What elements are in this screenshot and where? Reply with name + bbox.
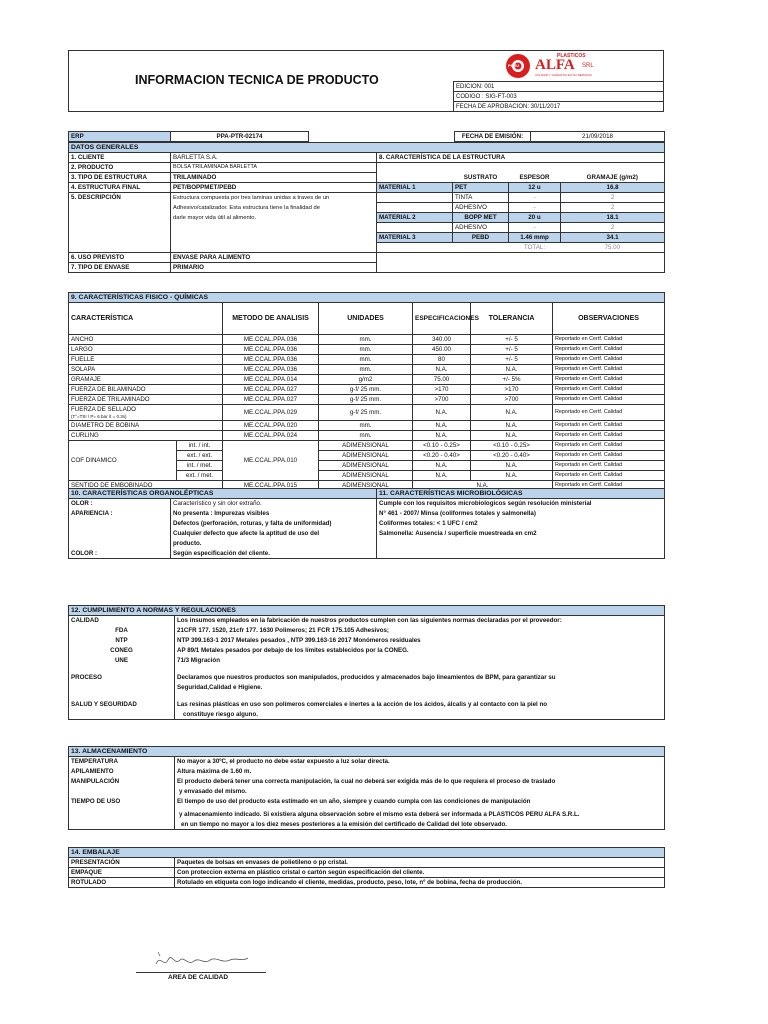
cliente-label: 1. CLIENTE xyxy=(69,153,171,163)
une-label: UNE xyxy=(69,656,175,666)
pres-label: PRESENTACIÓN xyxy=(69,858,175,868)
cof-sub: ext. / ext. xyxy=(177,451,223,461)
mat-row-0-gra: 16.8 xyxy=(561,183,665,193)
h-gramaje: GRAMAJE (g/m2) xyxy=(561,173,665,183)
producto-label: 2. PRODUCTO xyxy=(69,163,171,173)
tipo-label: 3. TIPO DE ESTRUCTURA xyxy=(69,173,171,183)
cell-tol: +/- 5 xyxy=(471,355,553,365)
total-label: TOTAL: xyxy=(523,244,546,251)
h-unidades: UNIDADES xyxy=(319,303,413,335)
descripcion-value xyxy=(171,193,377,253)
mat-row-2-gra: 2 xyxy=(561,203,665,213)
rot-label: ROTULADO xyxy=(69,878,175,888)
logo-top: PLASTICOS xyxy=(557,53,586,59)
mat-row-3-gra: 18.1 xyxy=(561,213,665,223)
embalaje-title: 14. EMBALAJE xyxy=(69,848,665,858)
page-title: INFORMACION TECNICA DE PRODUCTO xyxy=(135,73,379,87)
cell-obs: Reportado en Certf. Calidad xyxy=(553,481,665,491)
h-sustrato: SUSTRATO xyxy=(463,173,498,181)
cell-esp: N.A. xyxy=(413,471,471,481)
cof-label: COF DINAMICO xyxy=(69,441,177,481)
salud-2: constituye riesgo alguno. xyxy=(175,710,665,720)
cell-met: ME.CCAL.PPA.014 xyxy=(223,375,319,385)
cell-esp: <0.10 - 0.25> xyxy=(413,441,471,451)
fisico-title: 9. CARACTERÍSTICAS FISICO - QUÍMICAS xyxy=(69,293,665,303)
cell-tol: N.A. xyxy=(471,405,553,421)
cell-met: ME.CCAL.PPA.036 xyxy=(223,335,319,345)
cell-met: ME.CCAL.PPA.036 xyxy=(223,365,319,375)
cell-car: ANCHO xyxy=(69,335,223,345)
coneg-value: AP 89/1 Metales pesados por debajo de los límites establecidos por la CONEG. xyxy=(175,646,665,656)
mat-row-2-sus: ADHESIVO xyxy=(453,203,509,213)
micro-title: 11. CARACTERÍSTICAS MICROBIOLÓGICAS xyxy=(377,489,665,499)
codigo: CODIGO : SIG-FT-003 xyxy=(454,92,664,102)
calidad-label: CALIDAD xyxy=(69,616,175,626)
cell-esp: >170 xyxy=(413,385,471,395)
sellado-sub: (T°=TS! / P= 6 bar /t = 0.3s) xyxy=(71,413,127,419)
cell-obs: Reportado en Certf. Calidad xyxy=(553,405,665,421)
cell-esp: 450.00 xyxy=(413,345,471,355)
tiempo-label: TIEMPO DE USO xyxy=(69,797,175,807)
mat-row-3-mat: MATERIAL 2 xyxy=(377,213,453,223)
cell-uni: mm. xyxy=(319,355,413,365)
mat-row-2-mat xyxy=(377,203,453,213)
datos-generales-table xyxy=(68,142,665,273)
table-row xyxy=(69,365,665,375)
mani-2: y envasado del mismo. xyxy=(175,787,665,797)
apariencia-label: APARIENCIA : xyxy=(69,509,171,519)
cell-uni: ADIMENSIONAL xyxy=(319,441,413,451)
ntp-label: NTP xyxy=(69,636,175,646)
signature-line xyxy=(136,972,266,973)
cell-tol: >700 xyxy=(471,395,553,405)
erp-spacer xyxy=(309,132,455,142)
uso-label: 6. USO PREVISTO xyxy=(69,253,171,263)
producto-value: BOLSA TRILAMINADA BARLETTA xyxy=(171,163,377,173)
cell-uni: g-f/ 25 mm. xyxy=(319,395,413,405)
cell-uni: g-f/ 25 mm. xyxy=(319,405,413,421)
cell-obs: Reportado en Certf. Calidad xyxy=(553,451,665,461)
cell-car: FUELLE xyxy=(69,355,223,365)
cliente-value: BARLETTA S.A. xyxy=(171,153,377,163)
datos-generales-title: DATOS GENERALES xyxy=(69,143,665,153)
cell-met: ME.CCAL.PPA.036 xyxy=(223,355,319,365)
cell-uni: g/m2 xyxy=(319,375,413,385)
cell-obs: Reportado en Certf. Calidad xyxy=(553,461,665,471)
mat-row-0-sus: PET xyxy=(453,183,509,193)
cof-sub: int. / met. xyxy=(177,461,223,471)
cell-met: ME.CCAL.PPA.027 xyxy=(223,395,319,405)
salud-1: Las resinas plásticas en uso son polímeros comerciales e inertes a la acción de los ácidos, álcalis y al contacto con la piel no xyxy=(175,700,665,710)
cell-obs: Reportado en Certf. Calidad xyxy=(553,441,665,451)
h-metodo: METODO DE ANALISIS xyxy=(223,303,319,335)
tiempo-3: en un tiempo no mayor a los diez meses posteriores a la emisión del certificado de Calidad del lote observado. xyxy=(175,820,665,830)
header-box xyxy=(68,50,664,112)
descripcion-label: 5. DESCRIPCIÓN xyxy=(69,193,171,253)
total-value: 75.00 xyxy=(561,243,665,253)
cell-tol: +/- 5 xyxy=(471,335,553,345)
apil-label: APILAMIENTO xyxy=(69,767,175,777)
fecha-emision-label: FECHA DE EMISIÓN: xyxy=(455,132,531,142)
emp-value: Con proteccion externa en plástico cristal o cartón según especificación del cliente. xyxy=(175,868,665,878)
ntp-value: NTP 399.163-1 2017 Metales pesados , NTP 399.163-16 2017 Monómeros residuales xyxy=(175,636,665,646)
mat-row-5-sus: PEBD xyxy=(453,233,509,243)
cell-met: ME.CCAL.PPA.020 xyxy=(223,421,319,431)
organo-micro-table xyxy=(68,488,665,559)
cell-car: FUERZA DE TRILAMINADO xyxy=(69,395,223,405)
apariencia-4: producto. xyxy=(171,539,377,549)
almacen-table xyxy=(68,746,665,830)
table-row xyxy=(69,385,665,395)
fecha-emision-value: 21/09/2018 xyxy=(531,132,665,142)
mat-row-5-gra: 34.1 xyxy=(561,233,665,243)
cell-esp: 75.00 xyxy=(413,375,471,385)
temp-label: TEMPERATURA xyxy=(69,757,175,767)
cell-tol: <0.20 - 0.40> xyxy=(471,451,553,461)
tipo-value: TRILAMINADO xyxy=(171,173,377,183)
company-logo xyxy=(505,53,625,79)
organo-title: 10. CARACTERÍSTICAS ORGANOLÉPTICAS xyxy=(69,489,377,499)
cell-obs: Reportado en Certf. Calidad xyxy=(553,431,665,441)
cell-uni: mm. xyxy=(319,345,413,355)
edicion: EDICION: 001 xyxy=(454,82,664,92)
cell-tol: N.A. xyxy=(471,471,553,481)
cell-uni: ADIMENSIONAL xyxy=(319,481,413,491)
desc-line-1: Estructura compuesta por tres laminas unidas a traves de un xyxy=(173,195,330,201)
temp-value: No mayor a 30ºC, el producto no debe estar expuesto a luz solar directa. xyxy=(175,757,665,767)
micro-line-2: N° 461 - 2007/ Minsa (coliformes totales y salmonella) xyxy=(377,509,665,519)
table-row xyxy=(69,375,665,385)
fda-label: FDA xyxy=(69,626,175,636)
cell-obs: Reportado en Certf. Calidad xyxy=(553,421,665,431)
normas-table xyxy=(68,605,665,720)
pres-value: Paquetes de bolsas en envases de polietileno o pp cristal. xyxy=(175,858,665,868)
h-especificaciones: ESPECIFICACIONES xyxy=(413,303,471,335)
cof-met: ME.CCAL.PPA.010 xyxy=(223,441,319,481)
calidad-value: Los insumos empleados en la fabricación de nuestros productos cumplen con las siguientes normas declaradas por el proveedor: xyxy=(175,616,665,626)
cell-tol: >170 xyxy=(471,385,553,395)
cell-met: ME.CCAL.PPA.036 xyxy=(223,345,319,355)
cell-uni: ADIMENSIONAL xyxy=(319,451,413,461)
micro-line-3: Coliformes totales: < 1 UFC / cm2 xyxy=(377,519,665,529)
logo-sub: CALIDAD Y GARANTIA EN SU SERVICIO xyxy=(535,73,592,77)
une-value: 71/3 Migración xyxy=(175,656,665,666)
mat-row-3-sus: BOPP MET xyxy=(453,213,509,223)
table-row xyxy=(69,395,665,405)
mat-row-0-esp: 12 u xyxy=(509,183,561,193)
uso-value: ENVASE PARA ALIMENTO xyxy=(171,253,377,263)
mani-1: El producto deberá tener una correcta manipulación, la cual no deberá ser exigida más de lo que requiera el proceso de traslado xyxy=(175,777,665,787)
cell-obs: Reportado en Certf. Calidad xyxy=(553,471,665,481)
estructura-title: 8. CARACTERÍSTICA DE LA ESTRUCTURA xyxy=(377,153,665,163)
cell-car: GRAMAJE xyxy=(69,375,223,385)
cell-tol: N.A. xyxy=(471,365,553,375)
mat-row-1-gra: 2 xyxy=(561,193,665,203)
mat-row-5-mat: MATERIAL 3 xyxy=(377,233,453,243)
cof-sub: ext. / met. xyxy=(177,471,223,481)
mat-row-5-esp: 1.46 mmp xyxy=(509,233,561,243)
cell-tol: +/- 5% xyxy=(471,375,553,385)
erp-table xyxy=(68,131,665,142)
table-row xyxy=(69,441,665,451)
mat-row-2-esp: - xyxy=(509,203,561,213)
cell-uni: mm. xyxy=(319,431,413,441)
cell-met: ME.CCAL.PPA.015 xyxy=(223,481,319,491)
sellado-label: FUERZA DE SELLADO xyxy=(71,405,136,413)
cell-esp: N.A. xyxy=(413,405,471,421)
coneg-label: CONEG xyxy=(69,646,175,656)
cell-car: CURLING xyxy=(69,431,223,441)
olor-label: OLOR : xyxy=(69,499,171,509)
cell-car: LARGO xyxy=(69,345,223,355)
table-row xyxy=(69,421,665,431)
desc-line-2: Adhesivo/catalizador. Esta estructura tiene la finalidad de xyxy=(173,205,320,211)
cell-obs: Reportado en Certf. Calidad xyxy=(553,375,665,385)
color-label: COLOR : xyxy=(69,549,171,559)
cell-uni: ADIMENSIONAL xyxy=(319,471,413,481)
cell-uni: mm. xyxy=(319,365,413,375)
apil-value: Altura máxima de 1.60 m. xyxy=(175,767,665,777)
cell-esp: N.A. xyxy=(413,481,553,491)
area-calidad: AREA DE CALIDAD xyxy=(168,974,229,981)
cell-tol: <0.10 - 0.25> xyxy=(471,441,553,451)
apariencia-1: No presenta : Impurezas visibles xyxy=(171,509,377,519)
mani-label: MANIPULACIÓN xyxy=(69,777,175,787)
cell-obs: Reportado en Certf. Calidad xyxy=(553,355,665,365)
cell-esp: N.A. xyxy=(413,461,471,471)
cell-esp: <0.20 - 0.40> xyxy=(413,451,471,461)
fda-value: 21CFR 177. 1520, 21cfr 177. 1630 Polimeros; 21 FCR 175.105 Adhesivos; xyxy=(175,626,665,636)
cell-obs: Reportado en Certf. Calidad xyxy=(553,395,665,405)
cell-uni: mm. xyxy=(319,421,413,431)
cell-uni: ADIMENSIONAL xyxy=(319,461,413,471)
proceso-label: PROCESO xyxy=(69,673,175,683)
apariencia-3: Cualquier defecto que afecte la aptitud de uso del xyxy=(171,529,377,539)
estructura-label: 4. ESTRUCTURA FINAL xyxy=(69,183,171,193)
cell-met: ME.CCAL.PPA.027 xyxy=(223,385,319,395)
cell-obs: Reportado en Certf. Calidad xyxy=(553,385,665,395)
envase-label: 7. TIPO DE ENVASE xyxy=(69,263,171,273)
micro-line-4: Salmonella: Ausencia / superficie muestreada en cm2 xyxy=(377,529,665,539)
cell-uni: g-f/ 25 mm. xyxy=(319,385,413,395)
cell-car: DIAMETRO DE BOBINA xyxy=(69,421,223,431)
apariencia-2: Defectos (perforación, roturas, y falta de uniformidad) xyxy=(171,519,377,529)
proceso-2: Seguridad,Calidad e Higiene. xyxy=(175,683,665,693)
cell-car xyxy=(69,405,223,421)
cof-sub: int. / int. xyxy=(177,441,223,451)
cell-met: ME.CCAL.PPA.029 xyxy=(223,405,319,421)
mat-row-4-esp: - xyxy=(509,223,561,233)
micro-line-1: Cumple con los requisitos microbiologicos según resolución ministerial xyxy=(377,499,665,509)
cell-tol: N.A. xyxy=(471,461,553,471)
tiempo-1: El tiempo de uso del producto esta estimado en un año, siempre y cuando cumpla con las condiciones de manipulación xyxy=(175,797,665,807)
emp-label: EMPAQUE xyxy=(69,868,175,878)
table-row xyxy=(69,335,665,345)
table-row xyxy=(69,355,665,365)
olor-value: Característico y sin olor extraño. xyxy=(171,499,377,509)
cell-car: FUERZA DE BILAMINADO xyxy=(69,385,223,395)
mat-row-0-mat: MATERIAL 1 xyxy=(377,183,453,193)
embalaje-table xyxy=(68,847,665,888)
cell-esp: N.A. xyxy=(413,431,471,441)
h-caracteristica: CARACTERÍSTICA xyxy=(69,303,223,335)
cell-tol: N.A. xyxy=(471,431,553,441)
mat-row-4-gra: 2 xyxy=(561,223,665,233)
cell-obs: Reportado en Certf. Calidad xyxy=(553,345,665,355)
proceso-1: Declaramos que nuestros productos son manipulados, producidos y almacenados bajo lineamientos de BPM, para garantizar su xyxy=(175,673,665,683)
cell-esp: 340.00 xyxy=(413,335,471,345)
h-espesor: ESPESOR xyxy=(519,173,550,181)
estructura-value: PET/BOPPMET/PEBD xyxy=(171,183,377,193)
cell-esp: >700 xyxy=(413,395,471,405)
cell-met: ME.CCAL.PPA.024 xyxy=(223,431,319,441)
cell-esp: N.A. xyxy=(413,421,471,431)
tiempo-2: y almacenamiento indicado. Si existiera alguna observación sobre el mismo esta deberá ser informada a PLASTICOS PERU ALFA S.R.L. xyxy=(175,810,665,820)
table-row xyxy=(69,345,665,355)
mat-row-1-mat xyxy=(377,193,453,203)
cell-uni: mm. xyxy=(319,335,413,345)
mat-row-3-esp: 20 u xyxy=(509,213,561,223)
erp-value: PPA-PTR-02174 xyxy=(171,132,309,142)
logo-brand: ALFA xyxy=(535,57,575,73)
logo-peru: PERU xyxy=(508,63,520,68)
fecha-aprobacion: FECHA DE APROBACION: 30/11/2017 xyxy=(456,104,561,110)
cell-tol: +/- 5 xyxy=(471,345,553,355)
normas-title: 12. CUMPLIMIENTO A NORMAS Y REGULACIONES xyxy=(69,606,665,616)
desc-line-3: darle mayor vida útil al alimento. xyxy=(173,215,257,221)
header-meta xyxy=(453,81,664,112)
envase-value: PRIMARIO xyxy=(171,263,377,273)
mat-row-4-sus: ADHESIVO xyxy=(453,223,509,233)
cell-obs: Reportado en Certf. Calidad xyxy=(553,365,665,375)
almacen-title: 13. ALMACENAMIENTO xyxy=(69,747,665,757)
cell-tol: N.A. xyxy=(471,421,553,431)
mat-row-1-sus: TINTA xyxy=(453,193,509,203)
cell-esp: N.A. xyxy=(413,365,471,375)
table-row xyxy=(69,431,665,441)
cell-car: SOLAPA xyxy=(69,365,223,375)
table-row xyxy=(69,405,665,421)
cell-esp: 80 xyxy=(413,355,471,365)
h-tolerancia: TOLERANCIA xyxy=(471,303,553,335)
mat-row-1-esp: - xyxy=(509,193,561,203)
fisico-quimicas-table xyxy=(68,292,665,491)
mat-row-4-mat xyxy=(377,223,453,233)
h-observaciones: OBSERVACIONES xyxy=(553,303,665,335)
erp-label: ERP xyxy=(69,132,171,142)
salud-label: SALUD Y SEGURIDAD xyxy=(69,700,175,710)
logo-srl: SRL xyxy=(582,63,594,69)
color-value: Según especificación del cliente. xyxy=(171,549,377,559)
signature-icon xyxy=(150,948,260,972)
cell-car: SENTIDO DE EMBOBINADO xyxy=(69,481,223,491)
rot-value: Rotulado en etiqueta con logo indicando el cliente, medidas, producto, peso, lote, nº de bobina, fecha de producción. xyxy=(175,878,665,888)
cell-obs: Reportado en Certf. Calidad xyxy=(553,335,665,345)
